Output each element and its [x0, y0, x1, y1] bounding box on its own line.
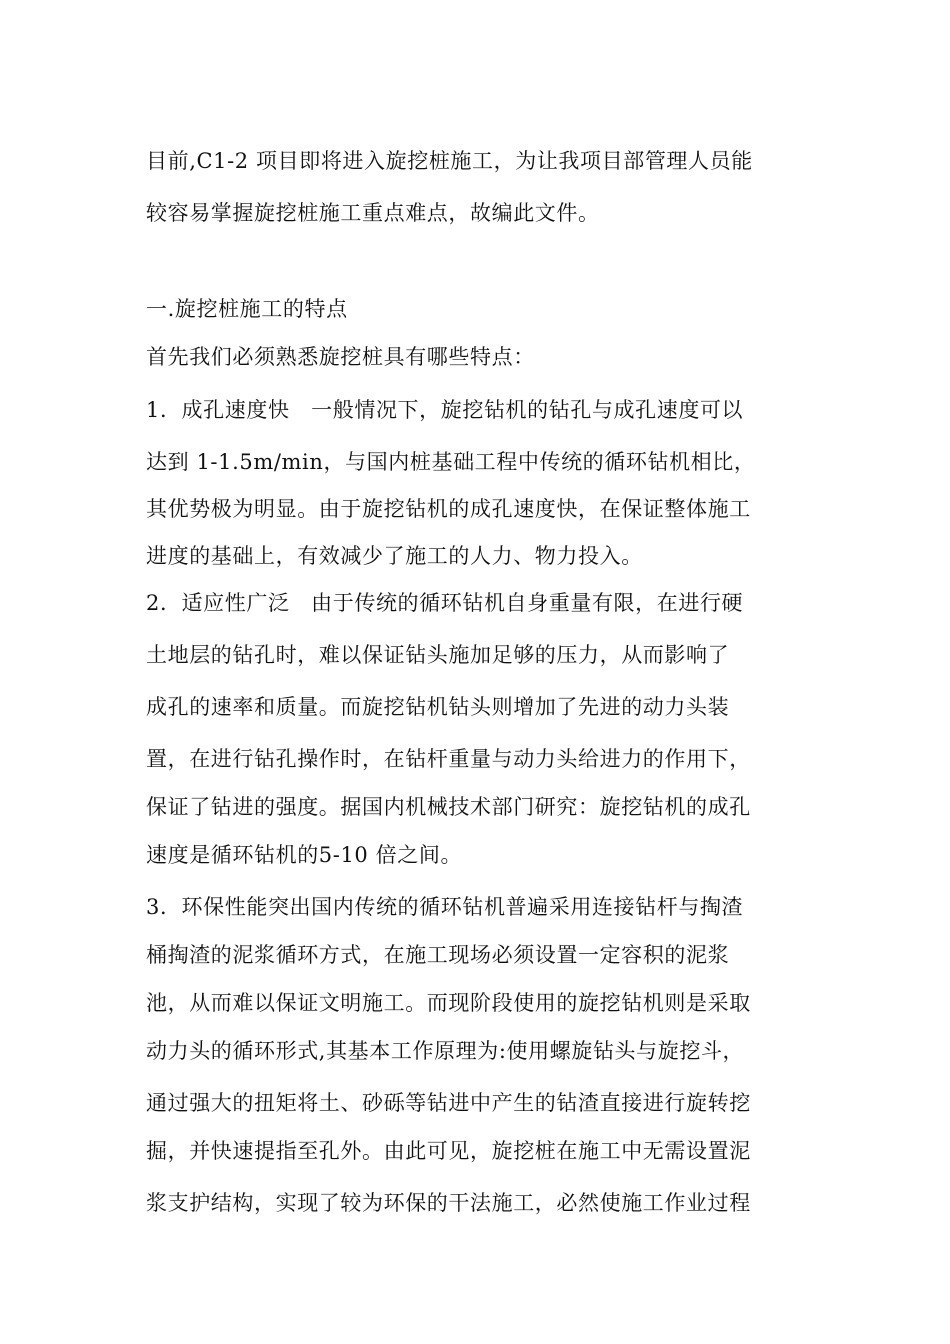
body-line-18: 浆支护结构，实现了较为环保的干法施工，必然使施工作业过程: [146, 1191, 751, 1215]
body-line-1: 首先我们必须熟悉旋挖桩具有哪些特点：: [146, 345, 535, 369]
body-line-9: 置，在进行钻孔操作时，在钻杆重量与动力头给进力的作用下，: [146, 747, 751, 771]
body-line-17: 掘，并快速提指至孔外。由此可见，旋挖桩在施工中无需设置泥: [146, 1139, 751, 1163]
body-line-11: 速度是循环钻机的5-10 倍之间。: [146, 843, 463, 867]
body-line-12: 3．环保性能突出国内传统的循环钻机普遍采用连接钻杆与掏渣: [146, 895, 744, 919]
body-line-14: 池，从而难以保证文明施工。而现阶段使用的旋挖钻机则是采取: [146, 991, 751, 1015]
body-line-16: 通过强大的扭矩将土、砂砾等钻进中产生的钻渣直接进行旋转挖: [146, 1091, 751, 1115]
body-line-2: 1．成孔速度快 一般情况下，旋挖钻机的钻孔与成孔速度可以: [146, 398, 744, 422]
body-line-4: 其优势极为明显。由于旋挖钻机的成孔速度快，在保证整体施工: [146, 497, 751, 521]
section-heading: 一.旋挖桩施工的特点: [146, 297, 348, 321]
body-line-10: 保证了钻进的强度。据国内机械技术部门研究：旋挖钻机的成孔: [146, 795, 751, 819]
body-line-5: 进度的基础上，有效减少了施工的人力、物力投入。: [146, 544, 643, 568]
body-line-3: 达到 1-1.5m/min，与国内桩基础工程中传统的循环钻机相比，: [146, 450, 756, 474]
body-line-15: 动力头的循环形式,其基本工作原理为:使用螺旋钻头与旋挖斗，: [146, 1039, 745, 1063]
intro-line-2: 较容易掌握旋挖桩施工重点难点，故编此文件。: [146, 201, 600, 225]
body-line-7: 土地层的钻孔时，难以保证钻头施加足够的压力，从而影响了: [146, 643, 730, 667]
body-line-13: 桶掏渣的泥浆循环方式，在施工现场必须设置一定容积的泥浆: [146, 943, 730, 967]
body-line-8: 成孔的速率和质量。而旋挖钻机钻头则增加了先进的动力头装: [146, 695, 730, 719]
body-line-6: 2．适应性广泛 由于传统的循环钻机自身重量有限，在进行硬: [146, 591, 744, 615]
intro-line-1: 目前,C1-2 项目即将进入旋挖桩施工，为让我项目部管理人员能: [146, 149, 753, 173]
